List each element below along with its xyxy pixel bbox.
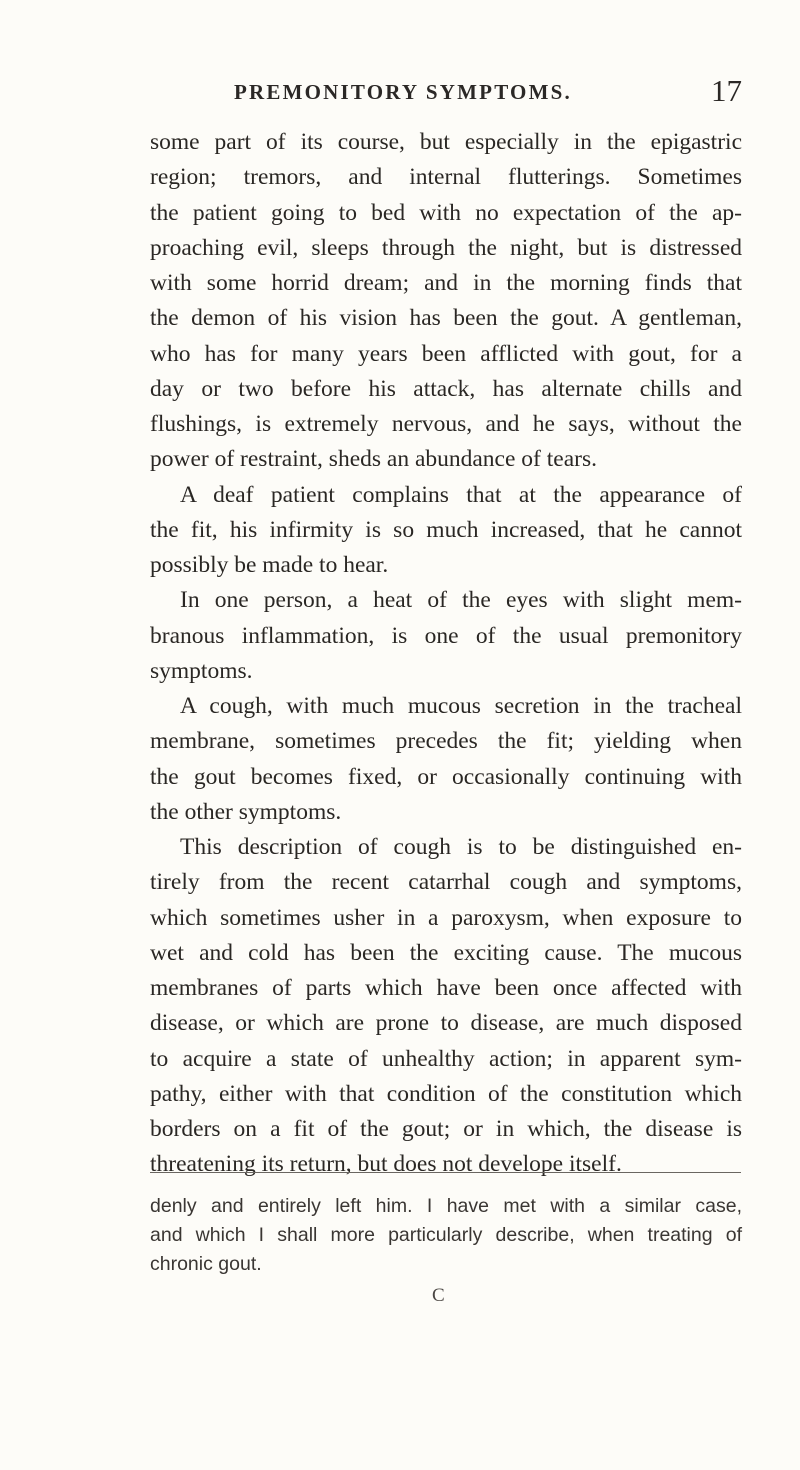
text-line: symptoms. [150, 657, 253, 684]
text-line: possibly be made to hear. [150, 552, 389, 578]
text-line: tirely from the recent catarrhal cough and symptoms, [150, 869, 742, 896]
text-line: disease, or which are prone to disease, are much disposed [150, 1010, 742, 1037]
text-line: the fit, his infirmity is so much increased, that he cannot [150, 516, 742, 543]
text-line: wet and cold has been the exciting cause. The mucous [150, 939, 742, 966]
text-line: membranes of parts which have been once affected with [150, 975, 742, 1001]
text-line: In one person, a heat of the eyes with slight mem- [180, 587, 742, 614]
text-line: borders on a fit of the gout; or in which, the disease is [150, 1116, 742, 1142]
text-line: power of restraint, sheds an abundance of tears. [150, 446, 597, 473]
text-line: to acquire a state of unhealthy action; in apparent sym- [150, 1045, 742, 1072]
text-line: the demon of his vision has been the gout. A gentleman, [150, 305, 742, 332]
text-line: proaching evil, sleeps through the night, but is distressed [150, 234, 742, 261]
running-head: PREMONITORY SYMPTOMS. [234, 80, 572, 104]
text-line: flushings, is extremely nervous, and he says, without the [150, 411, 742, 437]
text-line: branous inflammation, is one of the usual premonitory [150, 622, 742, 649]
body-text [150, 125, 742, 1183]
signature-mark: C [432, 1285, 445, 1306]
text-line: pathy, either with that condition of the constitution which [150, 1080, 742, 1107]
footnote-line: denly and entirely left him. I have met with a similar case, [150, 1195, 742, 1217]
text-line: the patient going to bed with no expectation of the ap- [150, 199, 742, 226]
text-line: the gout becomes fixed, or occasionally continuing with [150, 763, 742, 790]
page-number: 17 [711, 73, 742, 108]
text-line: threatening its return, but does not develope itself. [150, 1151, 622, 1178]
text-line: who has for many years been afflicted with gout, for a [150, 340, 742, 367]
text-line: A cough, with much mucous secretion in the tracheal [180, 693, 742, 719]
text-line: the other symptoms. [150, 798, 342, 825]
text-line: some part of its course, but especially in the epigastric [150, 129, 742, 155]
text-line: A deaf patient complains that at the appearance of [180, 481, 742, 508]
text-line: which sometimes usher in a paroxysm, when exposure to [150, 904, 742, 931]
footnote-line: chronic gout. [150, 1253, 262, 1275]
text-line: day or two before his attack, has alternate chills and [150, 375, 742, 402]
text-line: membrane, sometimes precedes the fit; yielding when [150, 728, 742, 755]
text-line: This description of cough is to be distinguished en- [180, 834, 742, 860]
footnote [150, 1192, 742, 1279]
text-line: region; tremors, and internal flutterings. Sometimes [150, 164, 742, 191]
footnote-line: and which I shall more particularly describe, when treating of [150, 1224, 742, 1246]
text-line: with some horrid dream; and in the morning finds that [150, 270, 742, 296]
footnote-divider [150, 1172, 741, 1173]
